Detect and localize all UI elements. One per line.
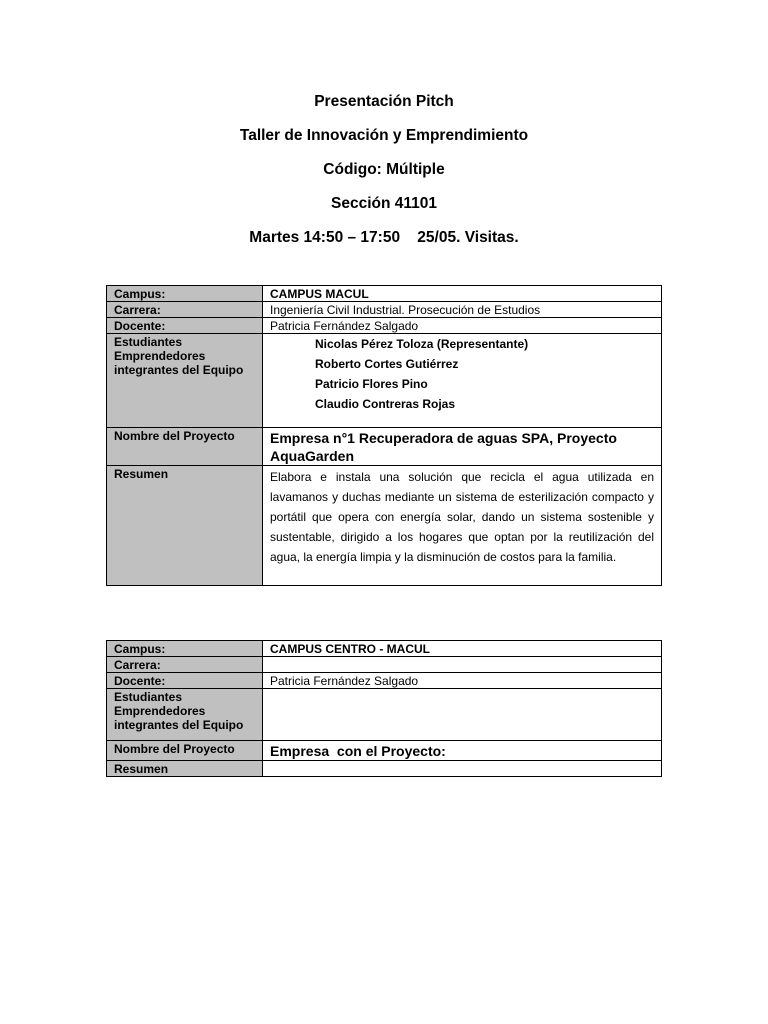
row-campus <box>107 286 662 302</box>
row-carrera <box>107 302 662 318</box>
label-resumen: Resumen <box>107 466 263 586</box>
value-docente: Patricia Fernández Salgado <box>263 318 662 334</box>
schedule: Martes 14:50 – 17:50 25/05. Visitas. <box>249 229 519 246</box>
row-docente <box>107 673 662 689</box>
row-docente <box>107 318 662 334</box>
document-header <box>0 92 768 262</box>
student-name: Nicolas Pérez Toloza (Representante) <box>315 337 529 351</box>
value-carrera: Ingeniería Civil Industrial. Prosecución de Estudios <box>263 302 662 318</box>
label-docente: Docente: <box>107 318 263 334</box>
student-name: Patricio Flores Pino <box>315 377 428 391</box>
course-name: Taller de Innovación y Emprendimiento <box>239 127 529 144</box>
label-campus: Campus: <box>107 286 263 302</box>
row-resumen <box>107 466 662 586</box>
label-resumen: Resumen <box>107 761 263 777</box>
course-code: Código: Múltiple <box>323 161 445 178</box>
row-carrera <box>107 657 662 673</box>
label-estudiantes: Estudiantes Emprendedores integrantes del Equipo <box>107 334 263 428</box>
row-resumen <box>107 761 662 777</box>
value-estudiantes <box>263 334 662 428</box>
label-docente: Docente: <box>107 673 263 689</box>
student-name: Claudio Contreras Rojas <box>315 397 456 411</box>
value-estudiantes <box>263 689 662 741</box>
label-proyecto: Nombre del Proyecto <box>107 741 263 761</box>
row-estudiantes <box>107 334 662 428</box>
row-proyecto <box>107 428 662 466</box>
label-carrera: Carrera: <box>107 302 263 318</box>
label-campus: Campus: <box>107 641 263 657</box>
value-proyecto: Empresa n°1 Recuperadora de aguas SPA, Proyecto AquaGarden <box>263 428 662 466</box>
document-title: Presentación Pitch <box>314 93 454 110</box>
value-carrera <box>263 657 662 673</box>
project-table-2 <box>106 640 662 777</box>
section-number: Sección 41101 <box>331 195 437 212</box>
label-estudiantes: Estudiantes Emprendedores integrantes del Equipo <box>107 689 263 741</box>
value-campus: CAMPUS MACUL <box>263 286 662 302</box>
label-carrera: Carrera: <box>107 657 263 673</box>
value-resumen <box>263 761 662 777</box>
row-proyecto <box>107 741 662 761</box>
value-proyecto: Empresa con el Proyecto: <box>263 741 662 761</box>
row-campus <box>107 641 662 657</box>
label-proyecto: Nombre del Proyecto <box>107 428 263 466</box>
student-name: Roberto Cortes Gutiérrez <box>315 357 459 371</box>
value-resumen: Elabora e instala una solución que recicla el agua utilizada en lavamanos y duchas mediante un sistema de esterilización compacto y portátil que opera con energía solar, dando un sistema sostenible y sustentable, dirigido a los hogares que optan por la reutilización del agua, la energía limpia y la disminución de costos para la familia. <box>263 466 662 586</box>
value-docente: Patricia Fernández Salgado <box>263 673 662 689</box>
row-estudiantes <box>107 689 662 741</box>
value-campus: CAMPUS CENTRO - MACUL <box>263 641 662 657</box>
project-table-1 <box>106 285 662 586</box>
